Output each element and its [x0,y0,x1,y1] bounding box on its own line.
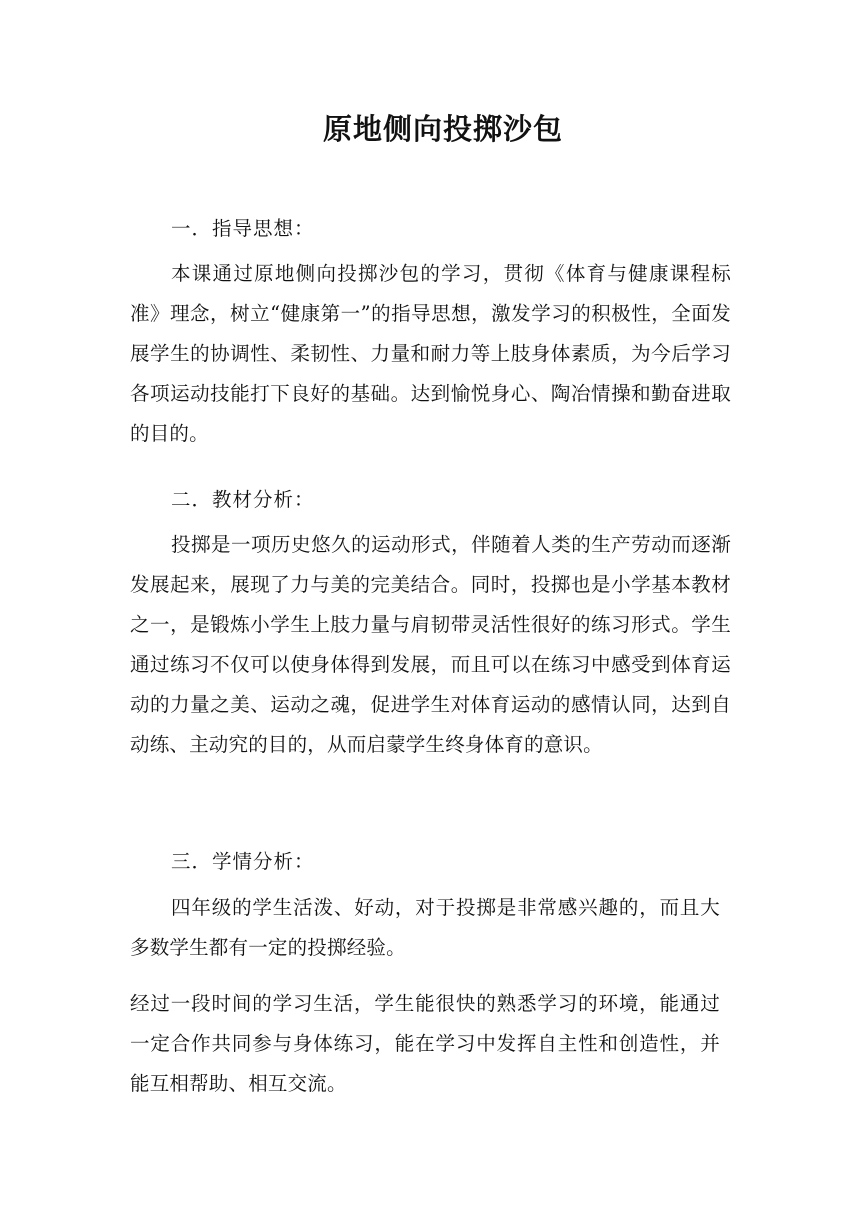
paragraph-material-analysis: 投掷是一项历史悠久的运动形式，伴随着人类的生产劳动而逐渐发展起来，展现了力与美的完美结合。同时，投掷也是小学基本教材之一，是锻炼小学生上肢力量与肩韧带灵活性很好的练习形式。学生通过练习不仅可以使身体得到发展，而且可以在练习中感受到体育运动的力量之美、运动之魂，促进学生对体育运动的感情认同，达到自动练、主动究的目的，从而启蒙学生终身体育的意识。 [130,533,731,756]
paragraph-student-analysis-2: 经过一段时间的学习生活，学生能很快的熟悉学习的环境，能通过一定合作共同参与身体练习，能在学习中发挥自主性和创造性，并能互相帮助、相互交流。 [130,992,720,1095]
section-heading-student-analysis: 三．学情分析： [171,850,315,873]
paragraph-student-analysis-1: 四年级的学生活泼、好动，对于投掷是非常感兴趣的，而且大多数学生都有一定的投掷经验。 [130,896,720,959]
section-heading-material-analysis: 二．教材分析： [171,488,315,511]
document-title: 原地侧向投掷沙包 [322,112,563,146]
section-heading-guiding-ideology: 一．指导思想： [171,217,315,240]
paragraph-guiding-ideology: 本课通过原地侧向投掷沙包的学习，贯彻《体育与健康课程标准》理念，树立“健康第一”的指导思想，激发学习的积极性，全面发展学生的协调性、柔韧性、力量和耐力等上肢身体素质，为今后学习各项运动技能打下良好的基础。达到愉悦身心、陶冶情操和勤奋进取的目的。 [130,262,731,445]
